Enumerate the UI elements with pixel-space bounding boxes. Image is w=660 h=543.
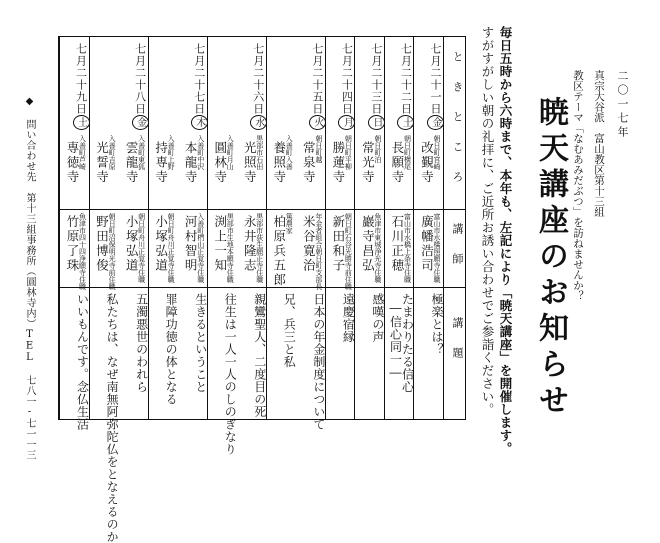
contact-info bbox=[22, 96, 37, 460]
speaker-affiliation: 魚津市東城浄光寺住職 bbox=[373, 213, 382, 283]
lecture-topic: 親鸞聖人、二度目の死 bbox=[252, 293, 267, 418]
date-cell bbox=[73, 43, 90, 130]
theme-label: 教区テーマ「なむあみだぶつ」を訪ねませんか？ bbox=[572, 70, 584, 301]
temple-name: 勝蓮寺 bbox=[330, 141, 346, 185]
lecture-topic: 感嘆の声 bbox=[370, 293, 385, 343]
date-cell bbox=[368, 43, 385, 130]
date-cell bbox=[250, 43, 267, 130]
temple-name: 常泉寺 bbox=[301, 141, 317, 185]
date-label: 七月二十一日 bbox=[429, 43, 442, 115]
lecture-topic: 兄、兵三と私 bbox=[282, 293, 297, 368]
speaker-affiliation: 年金者組合朝日町支部長 bbox=[314, 213, 323, 290]
lecture-topic: 罪障功徳の体となる bbox=[164, 293, 179, 406]
speaker-name: 小塚弘道 bbox=[124, 215, 140, 273]
speaker-affiliation: 魚津市四十四浄願寺住職 bbox=[78, 213, 87, 290]
schedule-table bbox=[58, 36, 466, 543]
weekday-badge: 水 bbox=[250, 115, 267, 130]
weekday-badge: 土 bbox=[73, 115, 90, 130]
date-cell bbox=[427, 43, 444, 130]
temple-location: 朝日町越 bbox=[314, 135, 323, 163]
speaker-affiliation: 黒部市生地本願寺住職 bbox=[226, 213, 235, 283]
temple-location: 入善町入善 bbox=[285, 135, 294, 170]
date-cell bbox=[397, 43, 414, 130]
header-place: と き と こ ろ bbox=[451, 51, 464, 186]
temple-name: 常光寺 bbox=[360, 141, 376, 185]
temple-name: 養照寺 bbox=[271, 141, 287, 185]
diamond-marker: ◆ bbox=[24, 96, 35, 108]
lecture-topic: 遠慶宿縁 bbox=[341, 293, 356, 343]
weekday-badge: 金 bbox=[427, 115, 444, 130]
speaker-affiliation: 入善町椚山正覚寺住職 bbox=[196, 213, 205, 283]
temple-location: 朝日町泊 bbox=[373, 135, 382, 163]
year-label: 二〇一七年 bbox=[616, 70, 629, 140]
date-label: 七月二十九日 bbox=[74, 43, 88, 115]
speaker-name: 柏原兵五郎 bbox=[271, 215, 287, 288]
lecture-topic: 私たちは、なぜ南無阿弥陀仏をとなえるのか bbox=[105, 293, 120, 543]
date-label: 七月二十六日 bbox=[251, 43, 265, 115]
speaker-name: 河村智明 bbox=[183, 215, 199, 273]
organization-label: 真宗大谷派 富山教区第十三組 bbox=[593, 70, 605, 217]
speaker-name: 野田博俊 bbox=[94, 215, 110, 273]
date-cell bbox=[132, 43, 149, 130]
speaker-affiliation: 黒部市荻生願正寺住職 bbox=[255, 213, 264, 283]
temple-location: 朝日町平柳 bbox=[344, 135, 353, 170]
speaker-name: 小塚弘道 bbox=[153, 215, 169, 273]
temple-location: 入善町芦崎 bbox=[78, 135, 87, 170]
temple-name: 光誓寺 bbox=[94, 141, 110, 185]
speaker-name: 新田和子 bbox=[330, 215, 346, 273]
temple-location: 入善町上野 bbox=[167, 135, 176, 170]
speaker-name: 巖寺昌弘 bbox=[360, 215, 376, 273]
date-label: 七月二十五日 bbox=[310, 43, 324, 115]
date-cell bbox=[309, 43, 326, 130]
weekday-badge: 金 bbox=[132, 115, 149, 130]
lecture-topic: 極楽とは？ bbox=[430, 293, 444, 356]
temple-location: 朝日町宮崎 bbox=[433, 135, 441, 170]
speaker-affiliation: 朝日町沼保明光寺前住職 bbox=[108, 213, 117, 290]
temple-name: 圓林寺 bbox=[212, 141, 228, 185]
speaker-name: 米谷寛治 bbox=[301, 215, 317, 273]
temple-name: 専徳寺 bbox=[65, 141, 80, 185]
speaker-affiliation: 朝日町舟川正覚寺住職 bbox=[137, 213, 146, 283]
speaker-affiliation: 富山市水橋上条寺住職 bbox=[403, 213, 412, 283]
date-label: 七月二十八日 bbox=[133, 43, 147, 115]
lecture-topic: 五濁悪世のわれら bbox=[134, 293, 149, 393]
speaker-affiliation: 富山市水橋照願寺住職 bbox=[433, 213, 441, 283]
date-label: 七月二十四日 bbox=[340, 43, 354, 115]
temple-name: 改覲寺 bbox=[419, 141, 435, 185]
contact-text: 問い合わせ先 第十三組事務所（圓林寺内）TEL 七八一-七一一三 bbox=[24, 119, 35, 460]
lecture-topic: たまわりたる信心 bbox=[400, 293, 415, 393]
date-cell bbox=[338, 43, 355, 130]
temple-location: 黒部市石田 bbox=[255, 135, 264, 170]
temple-name: 持専寺 bbox=[153, 141, 169, 185]
weekday-badge: 土 bbox=[397, 115, 414, 130]
date-label: 七月二十三日 bbox=[369, 43, 383, 115]
lecture-topic: いいもんです。念仏生活 bbox=[75, 293, 90, 431]
speaker-name: 石川正穂 bbox=[389, 215, 405, 273]
temple-location: 入善町東狐 bbox=[137, 135, 146, 170]
intro-line-1: 毎日五時から六時まで、本年も、左記により「暁天講座」を開催します。 bbox=[498, 26, 513, 455]
temple-name: 雲龍寺 bbox=[124, 141, 140, 185]
speaker-name: 渕上一知 bbox=[212, 215, 228, 273]
weekday-badge: 火 bbox=[309, 115, 326, 130]
lecture-topic: ―信心同一― bbox=[388, 301, 403, 380]
temple-name: 長願寺 bbox=[389, 141, 405, 185]
speaker-affiliation: 朝日町舟川正覚寺住職 bbox=[167, 213, 176, 283]
temple-location: 朝日町横尾 bbox=[403, 135, 412, 170]
temple-name: 光照寺 bbox=[242, 141, 258, 185]
speaker-affiliation: 朝日町石谷光勝寺前住職 bbox=[344, 213, 353, 290]
lecture-topic: 生きるということ bbox=[193, 293, 208, 393]
header-speaker: 講 師 bbox=[451, 223, 464, 268]
weekday-badge: 木 bbox=[191, 115, 208, 130]
temple-location: 入善町吉原 bbox=[108, 135, 117, 170]
temple-name: 本龍寺 bbox=[183, 141, 199, 185]
header-topic: 講 題 bbox=[451, 317, 464, 362]
temple-location: 入善町中沢 bbox=[196, 135, 205, 170]
temple-location: 入善町月山 bbox=[226, 135, 235, 170]
speaker-name: 竹原了珠 bbox=[65, 215, 80, 273]
intro-line-2: すがすがしい朝の礼拝に、ご近所お誘い合わせでご参詣ください。 bbox=[480, 26, 495, 416]
speaker-name: 永井隆志 bbox=[242, 215, 258, 273]
lecture-topic: 日本の年金制度について bbox=[311, 293, 326, 431]
weekday-badge: 日 bbox=[368, 115, 385, 130]
date-label: 七月二十二日 bbox=[399, 43, 413, 115]
date-label: 七月二十七日 bbox=[192, 43, 206, 115]
page-title: 暁天講座のお知らせ bbox=[533, 96, 568, 420]
lecture-topic: 往生は一人一人のしのぎなり bbox=[223, 293, 238, 456]
weekday-badge: 月 bbox=[338, 115, 355, 130]
date-cell bbox=[191, 43, 208, 130]
speaker-affiliation: 篤農家 bbox=[285, 213, 294, 234]
speaker-name: 廣幡浩司 bbox=[419, 215, 435, 273]
